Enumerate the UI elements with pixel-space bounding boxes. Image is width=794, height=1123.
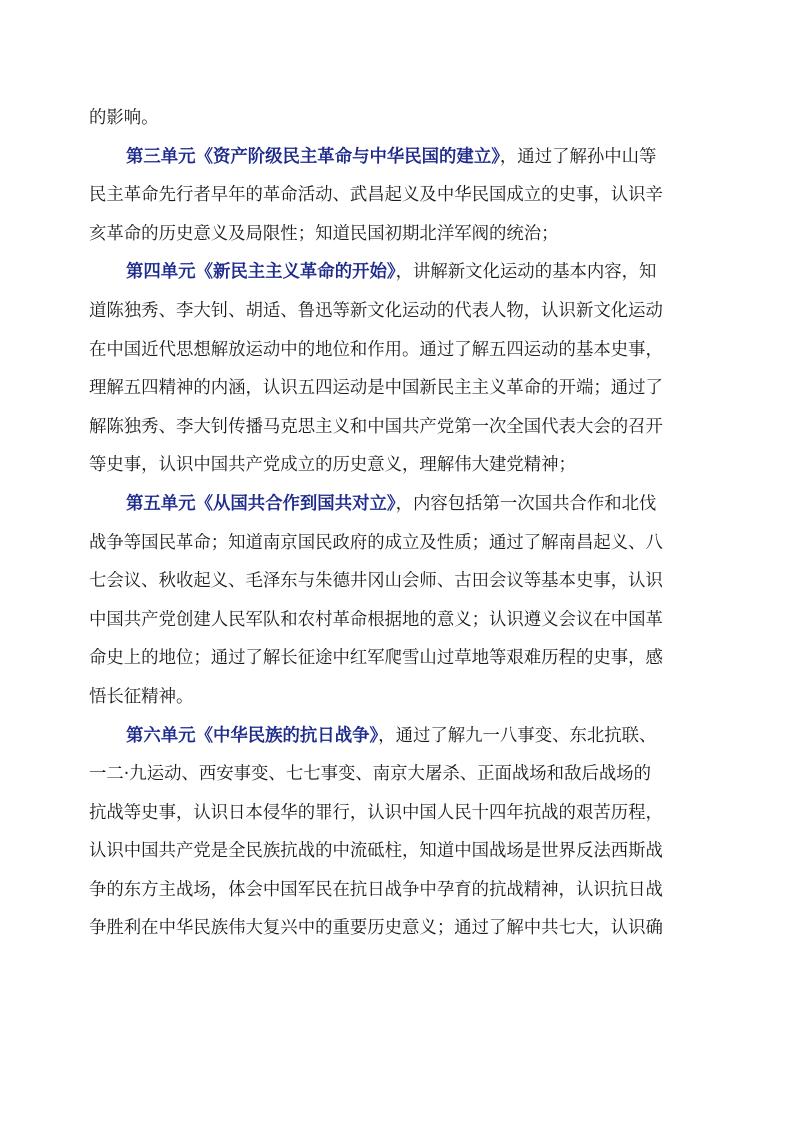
body-text: ，通过了解九一八事变、东北抗联、 [378,725,657,746]
body-line [89,871,709,910]
body-text: 道陈独秀、李大钊、胡适、鲁迅等新文化运动的代表人物，认识新文化运动 [89,300,663,321]
body-text: 解陈独秀、李大钊传播马克思主义和中国共产党第一次全国代表大会的召开 [89,416,663,437]
body-line [89,369,709,408]
body-line [89,524,709,563]
unit-3-paragraph-first-line [89,138,709,177]
body-text: ，通过了解孙中山等 [499,146,657,167]
paragraph-continuation [89,99,709,138]
unit-3-heading: 第三单元《资产阶级民主革命与中华民国的建立》 [126,146,500,167]
body-line [89,292,709,331]
body-line [89,408,709,447]
body-text: 的影响。 [89,108,159,128]
body-line [89,215,709,254]
body-text: 争胜利在中华民族伟大复兴中的重要历史意义；通过了解中共七大，认识确 [89,918,663,939]
body-line [89,832,709,871]
body-line [89,755,709,794]
body-text: 中国共产党创建人民军队和农村革命根据地的意义；认识遵义会议在中国革 [89,609,663,630]
body-line [89,639,709,678]
body-line [89,562,709,601]
body-text: 战争等国民革命；知道南京国民政府的成立及性质；通过了解南昌起义、八 [89,532,663,553]
body-text: ，内容包括第一次国共合作和北伐 [395,493,657,514]
unit-5-heading: 第五单元《从国共合作到国共对立》 [126,493,396,514]
unit-6-heading: 第六单元《中华民族的抗日战争》 [126,725,379,746]
unit-5-paragraph-first-line [89,485,709,524]
body-text: 在中国近代思想解放运动中的地位和作用。通过了解五四运动的基本史事， [89,339,663,360]
body-text: 悟长征精神。 [89,686,194,707]
unit-4-heading: 第四单元《新民主主义革命的开始》 [126,262,396,283]
document-page [89,99,709,948]
body-text: 命史上的地位；通过了解长征途中红军爬雪山过草地等艰难历程的史事，感 [89,648,663,669]
body-text: 一二·九运动、西安事变、七七事变、南京大屠杀、正面战场和敌后战场的 [89,764,652,785]
body-text: 争的东方主战场，体会中国军民在抗日战争中孕育的抗战精神，认识抗日战 [89,879,663,900]
body-line [89,794,709,833]
body-line [89,601,709,640]
body-text: 等史事，认识中国共产党成立的历史意义，理解伟大建党精神； [89,455,576,476]
body-text: 民主革命先行者早年的革命活动、武昌起义及中华民国成立的史事，认识辛 [89,185,663,206]
body-line [89,176,709,215]
body-text: 抗战等史事，认识日本侵华的罪行，认识中国人民十四年抗战的艰苦历程， [89,802,663,823]
body-line [89,331,709,370]
body-text: ，讲解新文化运动的基本内容，知 [395,262,657,283]
body-text: 七会议、秋收起义、毛泽东与朱德井冈山会师、古田会议等基本史事，认识 [89,571,663,592]
body-text: 认识中国共产党是全民族抗战的中流砥柱，知道中国战场是世界反法西斯战 [89,841,663,862]
body-line [89,678,709,717]
unit-6-paragraph-first-line [89,717,709,756]
unit-4-paragraph-first-line [89,253,709,292]
body-line [89,909,709,948]
body-text: 亥革命的历史意义及局限性；知道民国初期北洋军阀的统治； [89,223,559,244]
body-text: 理解五四精神的内涵，认识五四运动是中国新民主主义革命的开端；通过了 [89,378,663,399]
body-line [89,446,709,485]
